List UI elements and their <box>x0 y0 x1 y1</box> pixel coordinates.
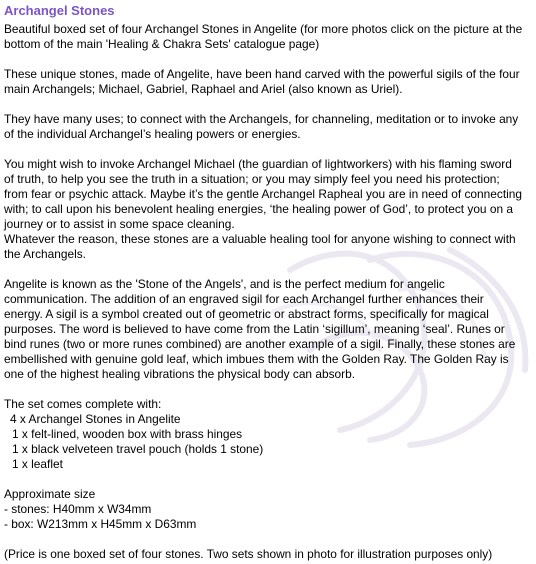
size-heading: Approximate size <box>4 487 96 501</box>
page-title: Archangel Stones <box>4 3 115 18</box>
price-note: (Price is one boxed set of four stones. Two sets shown in photo for illustration purposes only) <box>4 547 493 561</box>
angelite-paragraph: Angelite is known as the 'Stone of the Angels', and is the perfect medium for angelic communication. The addition of an engraved sigil for each Archangel further enhances their energy. A sigil is a symbol created out of geometric or abstract forms, specifically for magical purposes. The word is believed to have come from the Latin ‘sigillum’, meaning ‘seal’. Runes or bind runes (two or more runes combined) are another example of a sigil. Finally, these stones are embellished with genuine gold leaf, which imbues them with the Golden Ray. The Golden Ray is one of the highest healing vibrations the physical body can absorb. <box>4 277 516 381</box>
list-item: 1 x leaflet <box>12 457 63 471</box>
list-item: 1 x black velveteen travel pouch (holds 1 stone) <box>12 442 264 456</box>
unique-paragraph: These unique stones, made of Angelite, have been hand carved with the powerful sigils of the four main Archangels; Michael, Gabriel, Raphael and Ariel (also known as Uriel). <box>4 67 520 96</box>
size-line-stones: - stones: H40mm x W34mm <box>4 502 152 516</box>
list-item: 1 x felt-lined, wooden box with brass hinges <box>12 427 243 441</box>
invoke-paragraph: You might wish to invoke Archangel Michael (the guardian of lightworkers) with his flaming sword of truth, to help you see the truth in a situation; or you may simply feel you need his protection; from fear or psychic attack. Maybe it’s the gentle Archangel Rapheal you are in need of connecting with; to call upon his benevolent healing energies, ‘the healing power of God’, to protect you on a journey or to assist in some space cleaning. <box>4 157 522 231</box>
list-item: 4 x Archangel Stones in Angelite <box>10 412 181 426</box>
set-heading: The set comes complete with: <box>4 397 162 411</box>
intro-paragraph: Beautiful boxed set of four Archangel Stones in Angelite (for more photos click on the picture at the bottom of the main 'Healing & Chakra Sets' catalogue page) <box>4 22 523 51</box>
size-line-box: - box: W213mm x H45mm x D63mm <box>4 517 197 531</box>
whatever-paragraph: Whatever the reason, these stones are a valuable healing tool for anyone wishing to connect with the Archangels. <box>4 232 516 261</box>
uses-paragraph: They have many uses; to connect with the Archangels, for channeling, meditation or to invoke any of the individual Archangel’s healing powers or energies. <box>4 112 519 141</box>
